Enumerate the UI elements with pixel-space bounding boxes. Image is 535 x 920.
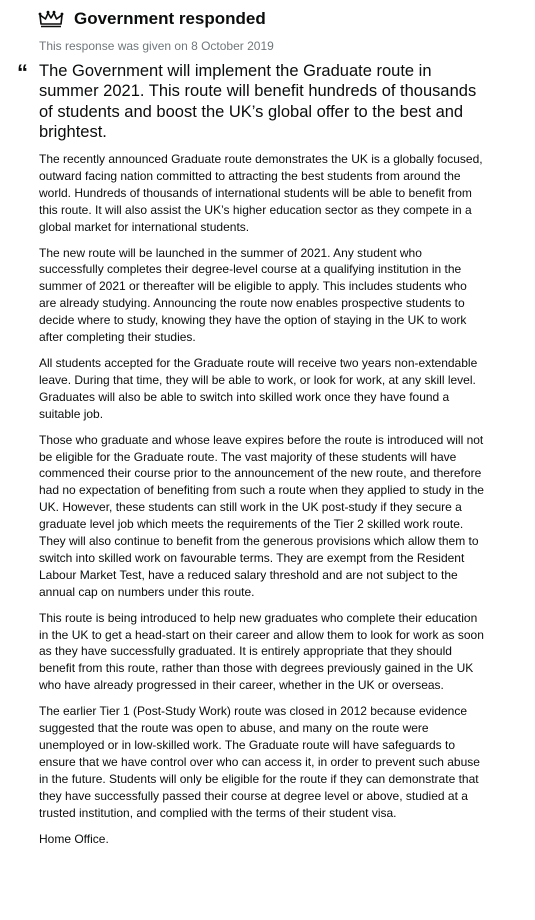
- body-paragraph: Those who graduate and whose leave expires before the route is introduced will not be eligible for the Graduate route. The vast majority of these students will have commenced their course prior to the announcement of the new route, and therefore had no expectation of benefiting from such a route when they applied to study in the UK. However, these students can still work in the UK post-study if they secure a graduate level job which meets the requirements of the Tier 2 skilled work route. They will also continue to benefit from the generous provisions which allow them to switch into skilled work on favourable terms. They are exempt from the Resident Labour Market Test, have a reduced salary threshold and are not subject to the annual cap on numbers under this route.: [39, 432, 484, 599]
- response-body: [39, 151, 484, 856]
- quote-mark-icon: “: [17, 60, 28, 85]
- body-paragraph: This route is being introduced to help new graduates who complete their education in the UK to get a head-start on their career and allow them to look for work as soon as they have successfully graduated. It is entirely appropriate that they should benefit from this route, rather than those with degrees previously gained in the UK who have already progressed in their career, whether in the UK or overseas.: [39, 610, 484, 693]
- body-paragraph: The new route will be launched in the summer of 2021. Any student who successfully completes their degree-level course at a qualifying institution in the summer of 2021 or thereafter will be eligible to apply. This includes students who are already studying. Announcing the route now enables prospective students to decide where to study, knowing they have the option of staying in the UK to work after completing their studies.: [39, 245, 467, 345]
- body-paragraph: All students accepted for the Graduate route will receive two years non-extendable leave. During that time, they will be able to work, or look for work, at any skill level. Graduates will also be able to switch into skilled work once they have found a suitable job.: [39, 355, 478, 421]
- body-paragraph: The earlier Tier 1 (Post-Study Work) route was closed in 2012 because evidence suggested that the route was open to abuse, and many on the route were unemployed or in low-skilled work. The Graduate route will have safeguards to ensure that we have control over who can access it, in order to prevent such abuse in the future. Students will only be eligible for the route if they can demonstrate that they have successfully passed their course at degree level or above, studied at a trusted institution, and complied with the terms of their student visa.: [39, 704, 480, 820]
- crown-icon: [38, 10, 64, 28]
- response-title: Government responded: [74, 9, 266, 28]
- signature: Home Office.: [39, 831, 109, 846]
- response-summary: The Government will implement the Graduate route in summer 2021. This route will benefit hundreds of thousands of students and boost the UK’s global offer to the best and brightest.: [39, 62, 477, 141]
- response-date: This response was given on 8 October 2019: [39, 39, 274, 53]
- response-header: [38, 8, 266, 30]
- body-paragraph: The recently announced Graduate route demonstrates the UK is a globally focused, outward facing nation committed to attracting the best students from around the world. Hundreds of thousands of international students will be able to benefit from this route. It will also assist the UK’s higher education sector as they compete in a global market for international students.: [39, 152, 483, 234]
